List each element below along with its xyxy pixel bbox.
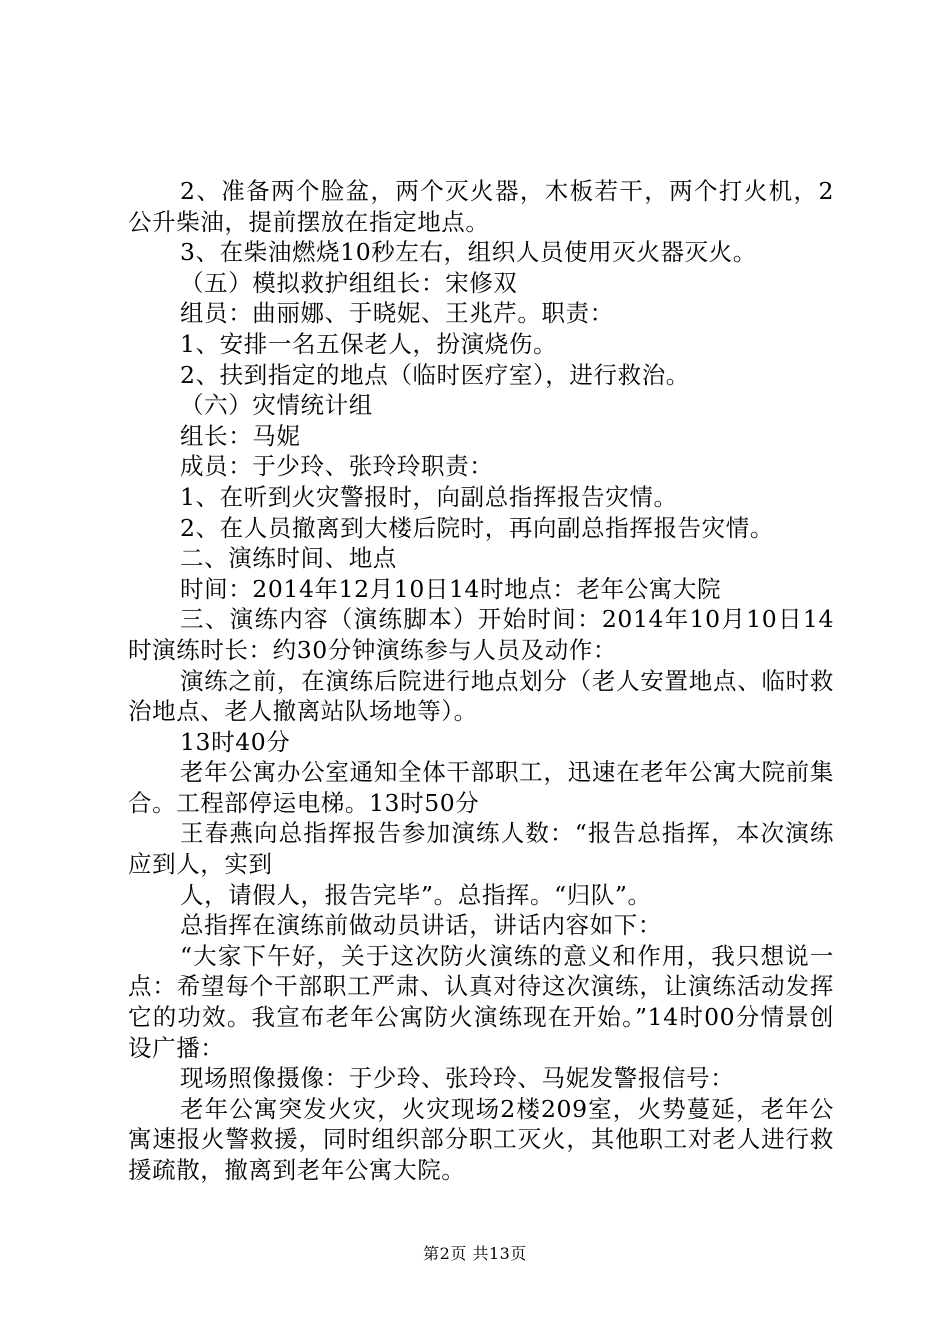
paragraph: （五）模拟救护组组长：宋修双: [180, 268, 518, 297]
section-heading: 二、演练时间、地点: [180, 544, 397, 573]
paragraph: （六）灾情统计组: [180, 391, 373, 420]
paragraph: 2、准备两个脸盆，两个灭火器，木板若干，两个打火机，2公升柴油，提前摆放在指定地点。: [128, 177, 834, 236]
page-footer: [0, 1244, 950, 1264]
paragraph: 2、在人员撤离到大楼后院时，再向副总指挥报告灾情。: [180, 513, 774, 542]
paragraph: 时间：2014年12月10日14时地点：老年公寓大院: [180, 574, 722, 603]
paragraph: 组员：曲丽娜、于晓妮、王兆芹。职责：: [180, 299, 614, 328]
paragraph: 老年公寓办公室通知全体干部职工，迅速在老年公寓大院前集合。工程部停运电梯。13时50分: [128, 758, 834, 817]
paragraph: 演练之前，在演练后院进行地点划分（老人安置地点、临时救治地点、老人撤离站队场地等）。: [128, 666, 834, 726]
section-heading: 三、演练内容（演练脚本）开始时间：2014年10月10日14时演练时长：约30分钟演练参与人员及动作：: [128, 605, 834, 664]
paragraph: 1、安排一名五保老人，扮演烧伤。: [180, 329, 558, 358]
paragraph: 3、在柴油燃烧10秒左右，组织人员使用灭火器灭火。: [180, 238, 757, 267]
document-body: [128, 176, 834, 1186]
paragraph: 老年公寓突发火灾，火灾现场2楼209室，火势蔓延，老年公寓速报火警救援，同时组织部分职工灭火，其他职工对老人进行救援疏散，撤离到老年公寓大院。: [128, 1094, 834, 1184]
paragraph: 王春燕向总指挥报告参加演练人数：“报告总指挥，本次演练应到人，实到: [128, 819, 834, 879]
paragraph: 1、在听到火灾警报时，向副总指挥报告灾情。: [180, 482, 678, 511]
paragraph: 人，请假人，报告完毕”。总指挥。“归队”。: [180, 880, 652, 909]
paragraph: 现场照像摄像：于少玲、张玲玲、马妮发警报信号：: [180, 1064, 735, 1093]
paragraph: 总指挥在演练前做动员讲话，讲话内容如下：: [180, 911, 662, 940]
paragraph: 2、扶到指定的地点（临时医疗室），进行救治。: [180, 360, 690, 389]
paragraph: 组长：马妮: [180, 421, 301, 450]
page-number: 第2页 共13页: [423, 1244, 527, 1263]
paragraph: 13时40分: [180, 727, 291, 756]
paragraph: “大家下午好，关于这次防火演练的意义和作用，我只想说一点：希望每个干部职工严肃、认真对待这次演练，让演练活动发挥它的功效。我宣布老年公寓防火演练现在开始。”14时00分情景创设广播：: [128, 941, 834, 1062]
paragraph: 成员：于少玲、张玲玲职责：: [180, 452, 494, 481]
